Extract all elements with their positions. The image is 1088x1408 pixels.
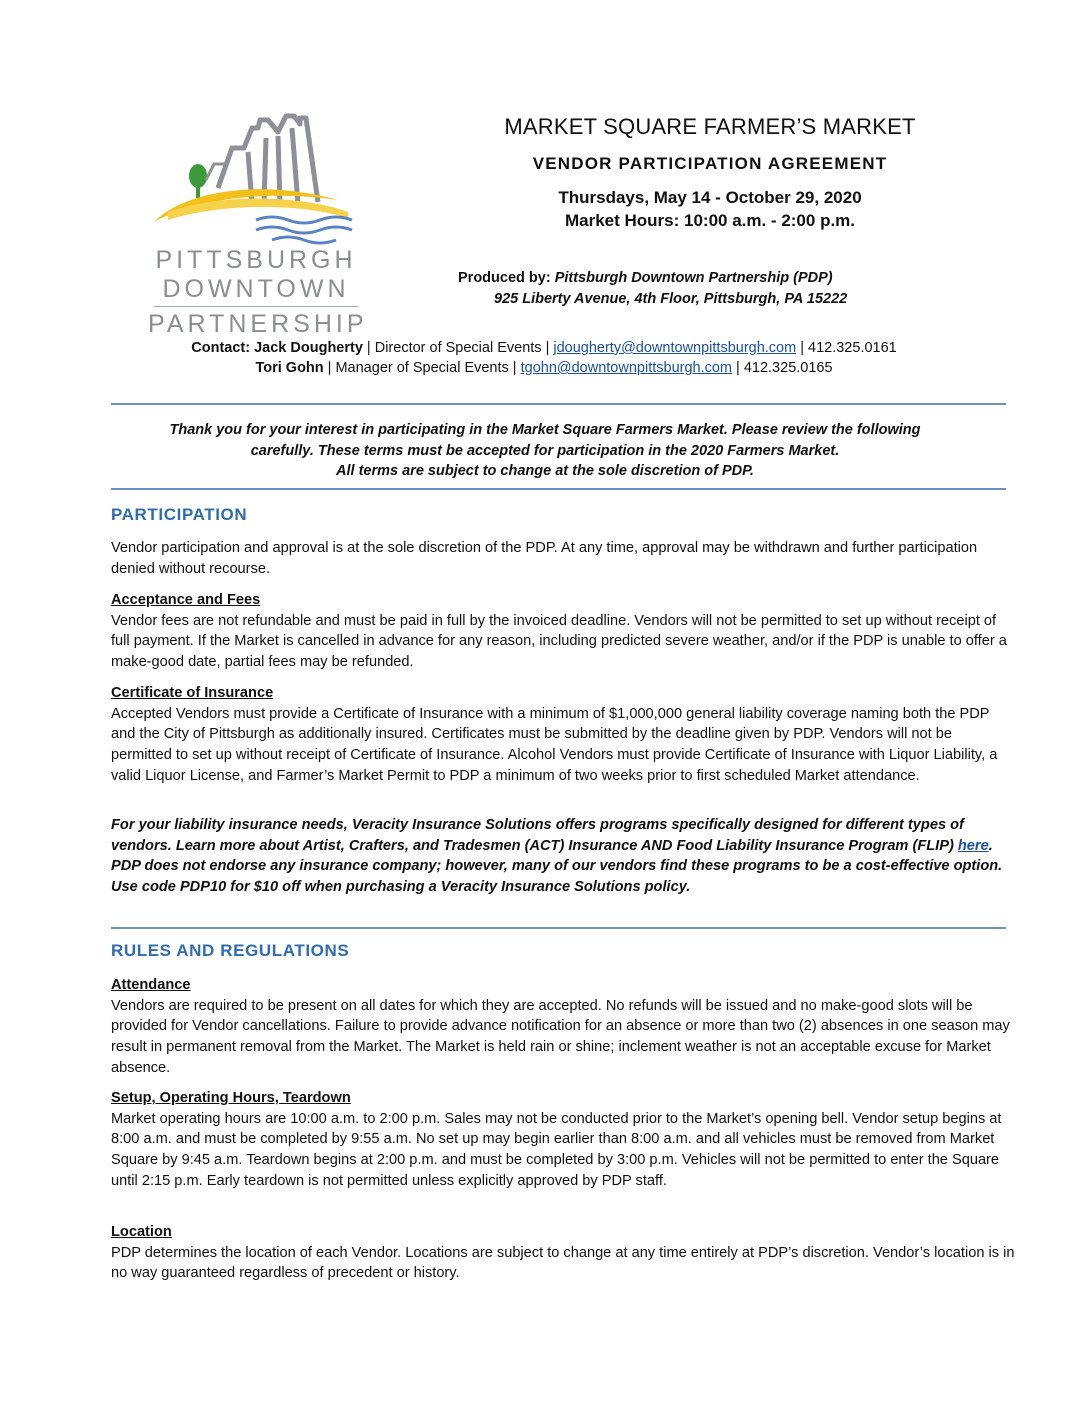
contact-1-email-link[interactable]: jdougherty@downtownpittsburgh.com [553,340,797,356]
acceptance-fees-block [111,590,1016,673]
section-heading-participation: PARTICIPATION [111,505,248,524]
market-hours: Market Hours: 10:00 a.m. - 2:00 p.m. [564,211,856,230]
intro-line: Thank you for your interest in participating in the Market Square Farmers Market. Please review the following [169,422,921,438]
produced-by [458,268,847,310]
veracity-text: For your liability insurance needs, Veracity Insurance Solutions offers programs specifically designed for different types of vendors. Learn more about Artist, Crafters, and Tradesmen (ACT) Insurance AND Food Liability Insurance Program (FLIP) [111,817,964,854]
contact-2-name: Tori Gohn [255,360,324,376]
produced-org: Pittsburgh Downtown Partnership (PDP) [554,270,833,286]
market-dates: Thursdays, May 14 - October 29, 2020 [558,188,862,207]
pdp-logo [148,108,368,338]
setup-block [111,1088,1016,1192]
produced-label: Produced by: [458,270,551,286]
agreement-subtitle: VENDOR PARTICIPATION AGREEMENT [532,154,888,173]
insurance-block [111,683,1016,787]
contact-1-title: | Director of Special Events | [362,340,554,356]
contact-block [0,338,1088,378]
veracity-here-link[interactable]: here [957,837,989,854]
location-text: PDP determines the location of each Vendor. Locations are subject to change at any time entirely at PDP’s discretion. Vendor’s location is in no way guaranteed regardless of precedent or history. [111,1244,1015,1282]
attendance-block [111,975,1016,1079]
subheading-acceptance-fees: Acceptance and Fees [111,592,261,608]
intro-line: carefully. These terms must be accepted for participation in the 2020 Farmers Market. [250,442,840,459]
skyline-outline [218,116,318,202]
contact-line-1 [0,338,1088,358]
setup-text: Market operating hours are 10:00 a.m. to 2:00 p.m. Sales may not be conducted prior to the Market’s opening bell. Vendor setup begins at 8:00 a.m. and must be completed by 9:55 a.m. No set up may begin earlier than 8:00 a.m. and all vehicles must be removed from Market Square by 9:45 a.m. Teardown begins at 2:00 p.m. and must be completed by 3:00 p.m. Vehicles will not be permitted to enter the Square until 2:15 p.m. Early teardown is not permitted unless explicitly approved by PDP staff. [111,1110,1002,1189]
produced-address: 925 Liberty Avenue, 4th Floor, Pittsburgh, PA 15222 [494,291,848,307]
pdp-logo-graphic [148,108,364,246]
contact-2-email-link[interactable]: tgohn@downtownpittsburgh.com [520,360,733,376]
contact-label: Contact: [191,340,251,356]
subheading-certificate-insurance: Certificate of Insurance [111,685,274,701]
divider-top [111,403,1006,405]
insurance-text: Accepted Vendors must provide a Certificate of Insurance with a minimum of $1,000,000 general liability coverage naming both the PDP and the City of Pittsburgh as additionally insured. Certificates must be submitted by the deadline given by PDP. Vendors will not be permitted to set up without receipt of Certificate of Insurance. Alcohol Vendors must provide Certificate of Insurance with Liquor Liability, a valid Liquor License, and Farmer’s Market Permit to PDP a minimum of two weeks prior to first scheduled Market attendance. [111,705,998,784]
subheading-attendance: Attendance [111,977,191,993]
subheading-setup-hours-teardown: Setup, Operating Hours, Teardown [111,1090,351,1106]
intro-line: All terms are subject to change at the sole discretion of PDP. [336,463,754,479]
participation-text: Vendor participation and approval is at the sole discretion of the PDP. At any time, approval may be withdrawn and further participation denied without recourse. [111,540,978,577]
title-block [440,112,980,231]
tree-icon [189,164,207,198]
veracity-text-rest: . PDP does not endorse any insurance company; however, many of our vendors find these programs to be a cost-effective option. Use code PDP10 for $10 off when purchasing a Veracity Insurance Solutions policy. [111,837,1003,896]
logo-divider [154,306,358,307]
divider-rules [111,927,1006,929]
intro-note [100,420,990,482]
contact-2-phone: | 412.325.0165 [732,360,833,376]
acceptance-fees-text: Vendor fees are not refundable and must be paid in full by the invoiced deadline. Vendors will not be permitted to set up without receipt of full payment. If the Market is cancelled in advance for any reason, including predicted severe weather, and/or if the PDP is unable to offer a make-good date, partial fees may be refunded. [111,612,1007,671]
page-title: MARKET SQUARE FARMER’S MARKET [504,114,916,139]
logo-text-downtown: DOWNTOWN [162,275,350,303]
contact-1-name: Jack Dougherty [254,340,363,356]
contact-1-phone: | 412.325.0161 [796,340,897,356]
attendance-text: Vendors are required to be present on all dates for which they are accepted. No refunds will be issued and no make-good slots will be provided for Vendor cancellations. Failure to provide advance notification for an absence or more than two (2) absences in one season may result in permanent removal from the Market. The Market is held rain or shine; inclement weather is not an acceptable excuse for Market absence. [111,997,1010,1076]
contact-line-2 [0,358,1088,378]
contact-2-title: | Manager of Special Events | [323,360,521,376]
divider-intro [111,488,1006,490]
location-block [111,1222,1016,1284]
logo-text-partnership: PARTNERSHIP [148,310,368,338]
subheading-location: Location [111,1224,172,1240]
water-lines [256,217,352,243]
logo-text-pittsburgh: PITTSBURGH [155,246,357,274]
veracity-note [111,815,1016,898]
section-heading-rules: RULES AND REGULATIONS [111,941,350,960]
